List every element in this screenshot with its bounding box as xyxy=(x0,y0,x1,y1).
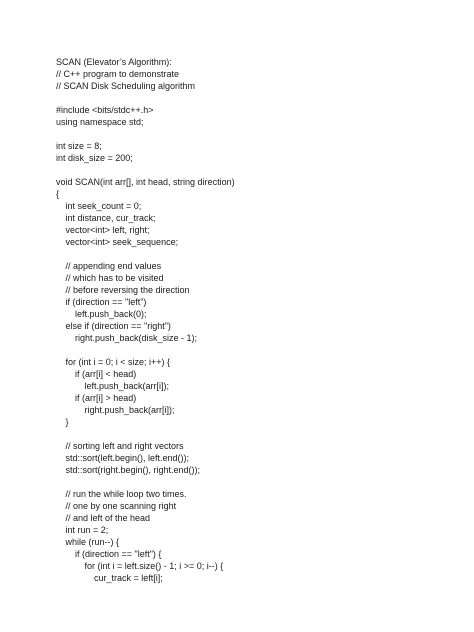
code-line: int size = 8; xyxy=(56,141,102,151)
code-line: // which has to be visited xyxy=(65,273,164,283)
code-line: int disk_size = 200; xyxy=(56,153,133,163)
blank-line xyxy=(56,128,456,140)
blank-line xyxy=(56,248,456,260)
blank-line xyxy=(56,92,456,104)
code-line: vector<int> seek_sequence; xyxy=(65,237,179,247)
code-line: if (direction == "left") xyxy=(65,297,147,307)
blank-line xyxy=(56,164,456,176)
code-line: if (direction == "left") { xyxy=(75,549,162,559)
code-listing xyxy=(56,56,456,584)
code-line: // sorting left and right vectors xyxy=(65,441,184,451)
blank-line xyxy=(56,344,456,356)
code-line: right.push_back(disk_size - 1); xyxy=(75,333,198,343)
code-line: using namespace std; xyxy=(56,117,144,127)
code-line: // one by one scanning right xyxy=(65,501,177,511)
code-line: int distance, cur_track; xyxy=(65,213,156,223)
code-line: int seek_count = 0; xyxy=(65,201,142,211)
code-line: right.push_back(arr[i]); xyxy=(84,405,175,415)
code-line: int run = 2; xyxy=(65,525,109,535)
code-line: } xyxy=(65,417,69,427)
code-line: left.push_back(0); xyxy=(75,309,147,319)
code-line: SCAN (Elevator’s Algorithm): xyxy=(56,57,172,67)
code-line: // before reversing the direction xyxy=(65,285,190,295)
code-line: vector<int> left, right; xyxy=(65,225,150,235)
code-line: std::sort(left.begin(), left.end()); xyxy=(65,453,190,463)
code-line: void SCAN(int arr[], int head, string direction) xyxy=(56,177,235,187)
code-line: cur_track = left[i]; xyxy=(94,573,163,583)
code-line: if (arr[i] > head) xyxy=(75,393,137,403)
code-line: left.push_back(arr[i]); xyxy=(84,381,170,391)
code-line: #include <bits/stdc++.h> xyxy=(56,105,154,115)
blank-line xyxy=(56,428,456,440)
code-line: while (run--) { xyxy=(65,537,120,547)
code-line: // and left of the head xyxy=(65,513,151,523)
code-line: // appending end values xyxy=(65,261,162,271)
blank-line xyxy=(56,476,456,488)
code-line: else if (direction == "right") xyxy=(65,321,171,331)
code-line: { xyxy=(56,189,60,199)
code-line: for (int i = 0; i < size; i++) { xyxy=(65,357,171,367)
code-line: std::sort(right.begin(), right.end()); xyxy=(65,465,201,475)
code-line: if (arr[i] < head) xyxy=(75,369,137,379)
code-line: // C++ program to demonstrate xyxy=(56,69,180,79)
code-line: // run the while loop two times. xyxy=(65,489,187,499)
code-line: // SCAN Disk Scheduling algorithm xyxy=(56,81,196,91)
code-line: for (int i = left.size() - 1; i >= 0; i--) { xyxy=(84,561,224,571)
